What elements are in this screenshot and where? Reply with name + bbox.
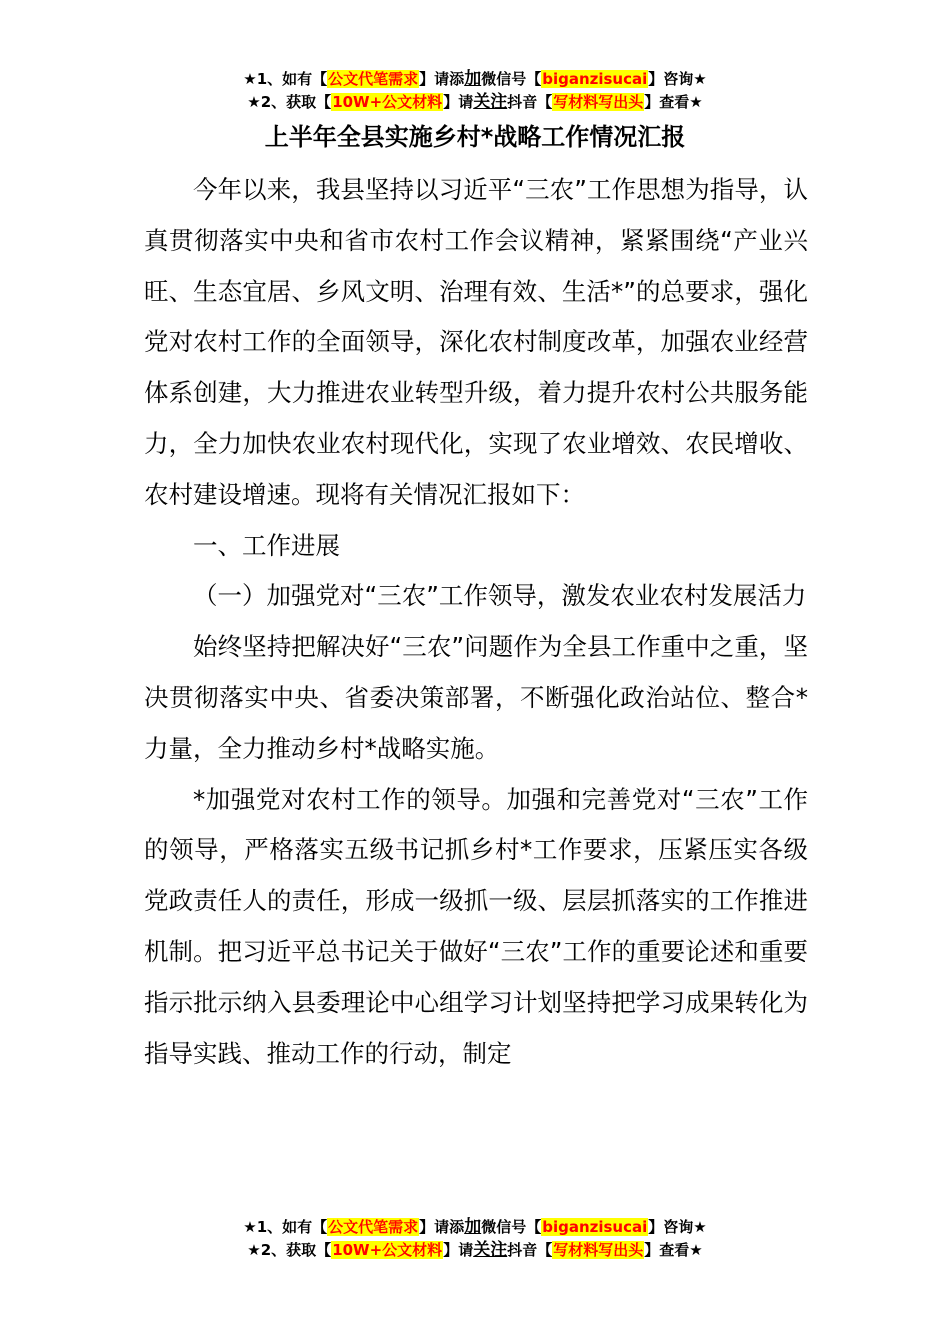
banner-text: 】请 (443, 1241, 474, 1259)
banner-line-1 (0, 68, 950, 91)
banner-text: 】查看★ (644, 1241, 703, 1259)
paragraph-intro: 今年以来，我县坚持以习近平“三农”工作思想为指导，认真贯彻落实中央和省市农村工作会议精神，紧紧围绕“产业兴旺、生态宜居、乡风文明、治理有效、生活*”的总要求，强化党对农村工作的全面领导，深化农村制度改革，加强农业经营体系创建，大力推进农业转型升级，着力提升农村公共服务能力，全力加快农业农村现代化，实现了农业增效、农民增收、农村建设增速。现将有关情况汇报如下： (144, 175, 808, 509)
banner-text: 抖音【 (507, 1241, 553, 1259)
highlight-wechat-id: biganzisucai (542, 70, 648, 88)
banner-emphasis: 加 (464, 69, 482, 89)
highlight-service: 公文代笔需求 (328, 70, 419, 88)
banner-text: 微信号【 (481, 70, 542, 88)
banner-emphasis: 加 (464, 1217, 482, 1237)
highlight-materials: 10W+公文材料 (332, 1241, 443, 1259)
subsection-heading: （一）加强党对“三农”工作领导，激发农业农村发展活力 (193, 581, 807, 611)
banner-line-1 (0, 1216, 950, 1239)
banner-text: 微信号【 (481, 1218, 542, 1236)
banner-text: 】请 (443, 93, 474, 111)
highlight-service: 公文代笔需求 (328, 1218, 419, 1236)
banner-line-2 (0, 91, 950, 114)
banner-text: ★1、如有【 (243, 70, 328, 88)
banner-text: 】请添 (419, 70, 465, 88)
header-banner (0, 68, 950, 114)
banner-emphasis: 关注 (473, 92, 508, 112)
banner-text: 】咨询★ (648, 1218, 707, 1236)
banner-line-2 (0, 1239, 950, 1262)
banner-emphasis: 关注 (473, 1240, 508, 1260)
banner-text: 】请添 (419, 1218, 465, 1236)
banner-text: 抖音【 (507, 93, 553, 111)
paragraph-body: 始终坚持把解决好“三农”问题作为全县工作重中之重，坚决贯彻落实中央、省委决策部署，不断强化政治站位、整合*力量，全力推动乡村*战略实施。 (144, 632, 808, 763)
banner-text: 】查看★ (644, 93, 703, 111)
section-heading: 一、工作进展 (193, 530, 340, 560)
document-title: 上半年全县实施乡村*战略工作情况汇报 (264, 123, 686, 151)
highlight-wechat-id: biganzisucai (542, 1218, 648, 1236)
highlight-douyin-account: 写材料写出头 (553, 93, 644, 111)
document-body (144, 165, 808, 1079)
highlight-douyin-account: 写材料写出头 (553, 1241, 644, 1259)
banner-text: ★1、如有【 (243, 1218, 328, 1236)
banner-text: 】咨询★ (648, 70, 707, 88)
banner-text: ★2、获取【 (247, 1241, 332, 1259)
footer-banner (0, 1216, 950, 1262)
paragraph-body: *加强党对农村工作的领导。加强和完善党对“三农”工作的领导，严格落实五级书记抓乡村*工作要求，压紧压实各级党政责任人的责任，形成一级抓一级、层层抓落实的工作推进机制。把习近平总书记关于做好“三农”工作的重要论述和重要指示批示纳入县委理论中心组学习计划坚持把学习成果转化为指导实践、推动工作的行动，制定 (144, 784, 808, 1068)
banner-text: ★2、获取【 (247, 93, 332, 111)
highlight-materials: 10W+公文材料 (332, 93, 443, 111)
